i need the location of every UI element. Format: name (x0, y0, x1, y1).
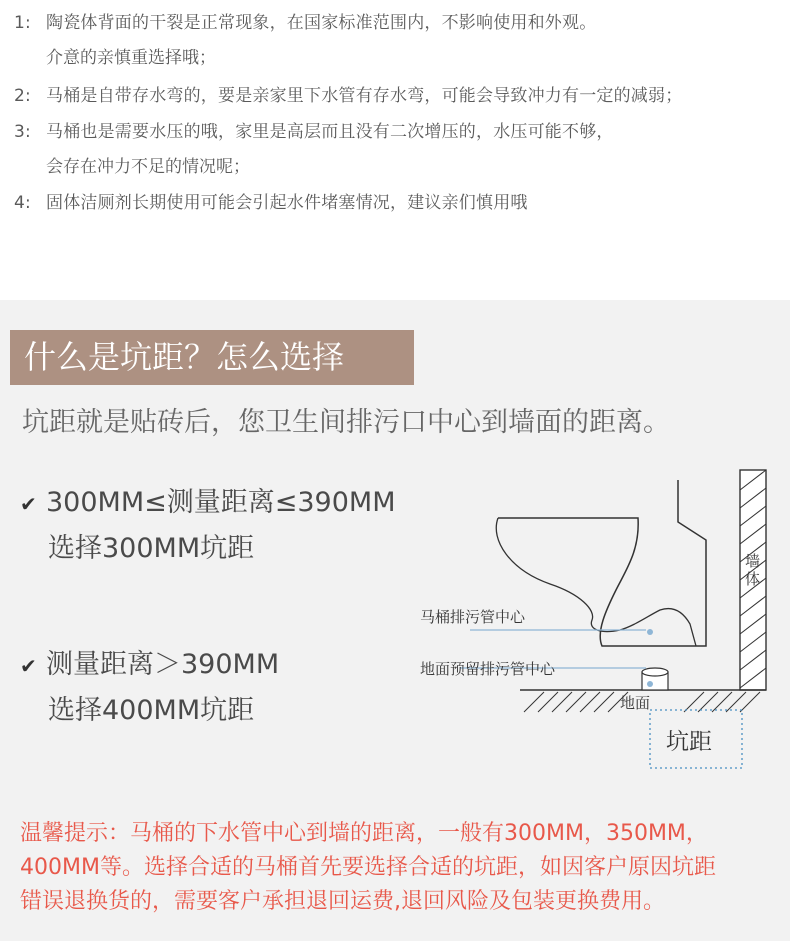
floor-label: 地面 (620, 695, 651, 712)
check-icon: ✔ (20, 653, 37, 678)
floor-outlet-dot (647, 681, 653, 687)
note-3-continued: 会存在冲力不足的情况呢； (46, 157, 250, 177)
note-1-continued: 介意的亲慎重选择哦； (46, 48, 216, 68)
tip-line-2: 400MM等。选择合适的马桶首先要选择合适的坑距，如因客户原因坑距 (20, 855, 716, 880)
note-4: 4: 固体洁厕剂长期使用可能会引起水件堵塞情况，建议亲们慎用哦 (14, 193, 528, 213)
option-1: ✔ 300MM≤测量距离≤390MM (20, 487, 396, 518)
note-2: 2: 马桶是自带存水弯的，要是亲家里下水管有存水弯，可能会导致冲力有一定的减弱； (14, 86, 683, 106)
option-1-choice: 选择300MM坑距 (48, 533, 255, 564)
option-2-choice: 选择400MM坑距 (48, 695, 255, 726)
wall-label-1: 墙 (745, 553, 761, 570)
wall-label-2: 体 (745, 571, 761, 588)
check-icon: ✔ (20, 491, 37, 516)
floor-outlet-pipe (642, 668, 668, 690)
tip-line-3: 错误退换货的，需要客户承担退回运费,退回风险及包装更换费用。 (20, 889, 665, 914)
note-1: 1: 陶瓷体背面的干裂是正常现象，在国家标准范围内，不影响使用和外观。 (14, 13, 597, 33)
care-notes (0, 0, 790, 300)
distance-label: 坑距 (666, 728, 712, 754)
rough-in-section (0, 300, 790, 941)
section-title: 什么是坑距？怎么选择 (10, 330, 414, 385)
toilet-outlet-label: 马桶排污管中心 (420, 609, 526, 626)
rough-in-diagram (420, 460, 780, 780)
tip-line-1: 温馨提示：马桶的下水管中心到墙的距离，一般有300MM，350MM， (20, 821, 708, 846)
definition-text: 坑距就是贴砖后，您卫生间排污口中心到墙面的距离。 (22, 407, 670, 438)
floor-outlet-label: 地面预留排污管中心 (420, 661, 556, 678)
option-2: ✔ 测量距离＞390MM (20, 649, 280, 680)
toilet-profile (498, 480, 706, 646)
toilet-outlet-dot (647, 629, 653, 635)
note-3: 3: 马桶也是需要水压的哦，家里是高层而且没有二次增压的，水压可能不够， (14, 122, 614, 142)
